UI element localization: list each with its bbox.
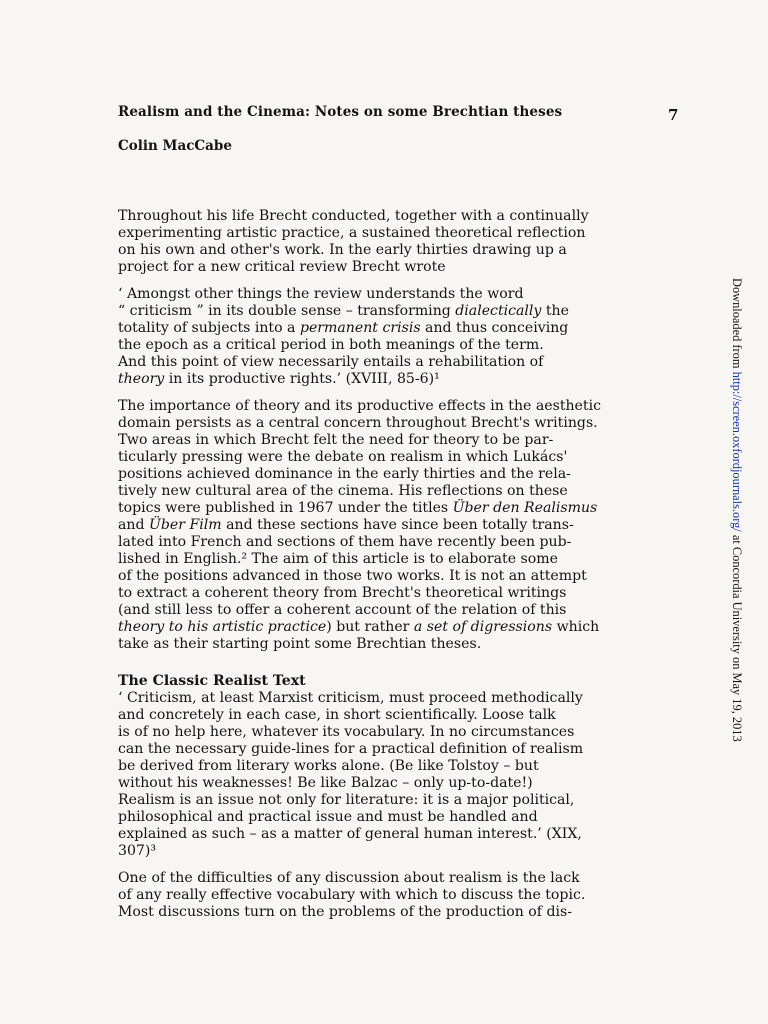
text-line: domain persists as a central concern throughout Brecht's writings. [118, 415, 598, 431]
quote-line: “ criticism ” in its double sense – transforming dialectically the [118, 303, 569, 319]
author-name: Colin MacCabe [118, 138, 232, 154]
quote-line: theory in its productive rights.’ (XVIII, 85-6)¹ [118, 371, 440, 387]
text-line: topics were published in 1967 under the titles Über den Realismus [118, 500, 598, 516]
block-quote-criticism [118, 690, 623, 860]
quote-line: without his weaknesses! Be like Balzac – only up-to-date!) [118, 775, 533, 791]
text-line: (and still less to offer a coherent account of the relation of this [118, 602, 567, 618]
text-line: Throughout his life Brecht conducted, together with a continually [118, 208, 589, 224]
quote-line: the epoch as a critical period in both meanings of the term. [118, 337, 544, 353]
text-line: to extract a coherent theory from Brecht's theoretical writings [118, 585, 567, 601]
text-line: on his own and other's work. In the early thirties drawing up a [118, 242, 567, 258]
text-line: lished in English.² The aim of this article is to elaborate some [118, 551, 558, 567]
block-quote-review [118, 286, 598, 388]
paragraph-realism [118, 870, 643, 921]
download-suffix: at Concordia University on May 19, 2013 [730, 531, 744, 742]
text-line: One of the difficulties of any discussion about realism is the lack [118, 870, 580, 886]
text-line: of any really effective vocabulary with which to discuss the topic. [118, 887, 586, 903]
text-line: project for a new critical review Brecht wrote [118, 259, 446, 275]
quote-line: ‘ Criticism, at least Marxist criticism, must proceed methodically [118, 690, 583, 706]
quote-line: ‘ Amongst other things the review understands the word [118, 286, 524, 302]
text-line: tively new cultural area of the cinema. His reflections on these [118, 483, 568, 499]
text-line: The importance of theory and its productive effects in the aesthetic [118, 398, 601, 414]
journal-link[interactable]: http://screen.oxfordjournals.org/ [730, 371, 744, 532]
quote-line: explained as such – as a matter of general human interest.’ (XIX, [118, 826, 582, 842]
quote-line: And this point of view necessarily entails a rehabilitation of [118, 354, 544, 370]
paragraph-intro [118, 208, 643, 276]
paragraph-theory [118, 398, 643, 653]
article-body [118, 208, 643, 931]
quote-line: totality of subjects into a permanent crisis and thus conceiving [118, 320, 569, 336]
text-line: positions achieved dominance in the early thirties and the rela- [118, 466, 571, 482]
quote-line: philosophical and practical issue and must be handled and [118, 809, 538, 825]
text-line: and Über Film and these sections have since been totally trans- [118, 517, 574, 533]
page-number: 7 [668, 106, 679, 124]
text-line: Most discussions turn on the problems of the production of dis- [118, 904, 573, 920]
text-line: theory to his artistic practice) but rather a set of digressions which [118, 619, 600, 635]
download-prefix: Downloaded from [730, 278, 744, 372]
quote-line: is of no help here, whatever its vocabulary. In no circumstances [118, 724, 575, 740]
quote-line: be derived from literary works alone. (Be like Tolstoy – but [118, 758, 539, 774]
text-line: lated into French and sections of them have recently been pub- [118, 534, 572, 550]
quote-line: Realism is an issue not only for literature: it is a major political, [118, 792, 575, 808]
section-heading: The Classic Realist Text [118, 673, 306, 689]
text-line: experimenting artistic practice, a sustained theoretical reflection [118, 225, 586, 241]
quote-line: can the necessary guide-lines for a practical definition of realism [118, 741, 584, 757]
article-title: Realism and the Cinema: Notes on some Brechtian theses [118, 104, 563, 120]
download-notice [729, 278, 744, 742]
text-line: of the positions advanced in those two works. It is not an attempt [118, 568, 587, 584]
text-line: Two areas in which Brecht felt the need for theory to be par- [118, 432, 554, 448]
quote-line: 307)³ [118, 843, 157, 859]
text-line: ticularly pressing were the debate on realism in which Lukács' [118, 449, 568, 465]
text-line: take as their starting point some Brechtian theses. [118, 636, 482, 652]
quote-line: and concretely in each case, in short scientifically. Loose talk [118, 707, 556, 723]
